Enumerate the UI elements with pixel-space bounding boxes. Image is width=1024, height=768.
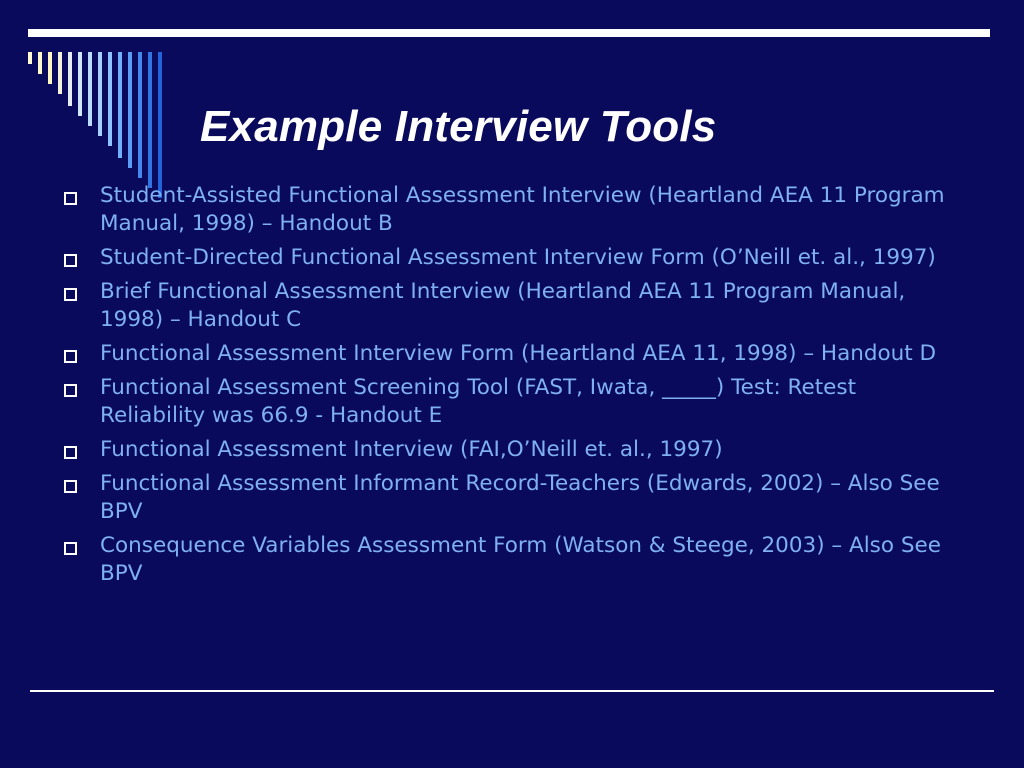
stripe <box>28 52 32 64</box>
list-item-text: Student-Assisted Functional Assessment Interview (Heartland AEA 11 Program Manual, 1998) – Handout B <box>100 183 945 236</box>
list-item <box>62 374 962 430</box>
hollow-square-bullet-icon <box>64 384 77 397</box>
stripe <box>108 52 112 146</box>
stripe <box>148 52 152 188</box>
list-item <box>62 436 962 464</box>
hollow-square-bullet-icon <box>64 288 77 301</box>
stripe <box>88 52 92 126</box>
list-item-text: Functional Assessment Interview (FAI,O’Neill et. al., 1997) <box>100 437 723 462</box>
hollow-square-bullet-icon <box>64 254 77 267</box>
stripe <box>158 52 162 198</box>
bottom-rule <box>30 690 994 692</box>
slide-title: Example Interview Tools <box>200 102 717 151</box>
stripe <box>68 52 72 106</box>
top-rule <box>28 29 990 37</box>
stripe <box>38 52 42 74</box>
list-item <box>62 278 962 334</box>
list-item-text: Student-Directed Functional Assessment Interview Form (O’Neill et. al., 1997) <box>100 245 936 270</box>
bullet-list <box>62 182 962 594</box>
list-item-text: Consequence Variables Assessment Form (Watson & Steege, 2003) – Also See BPV <box>100 533 941 586</box>
hollow-square-bullet-icon <box>64 542 77 555</box>
list-item <box>62 340 962 368</box>
stripe <box>118 52 122 158</box>
stripe <box>48 52 52 84</box>
list-item <box>62 244 962 272</box>
list-item-text: Functional Assessment Informant Record-Teachers (Edwards, 2002) – Also See BPV <box>100 471 940 524</box>
stripe <box>98 52 102 136</box>
stripe <box>78 52 82 116</box>
list-item-text: Brief Functional Assessment Interview (Heartland AEA 11 Program Manual, 1998) – Handout C <box>100 279 906 332</box>
list-item <box>62 182 962 238</box>
hollow-square-bullet-icon <box>64 446 77 459</box>
stripe <box>138 52 142 178</box>
stripe <box>128 52 132 168</box>
hollow-square-bullet-icon <box>64 192 77 205</box>
list-item <box>62 470 962 526</box>
stripe <box>58 52 62 94</box>
hollow-square-bullet-icon <box>64 480 77 493</box>
list-item-text: Functional Assessment Screening Tool (FAST, Iwata, _____) Test: Retest Reliability was 66.9 - Handout E <box>100 375 857 428</box>
list-item <box>62 532 962 588</box>
list-item-text: Functional Assessment Interview Form (Heartland AEA 11, 1998) – Handout D <box>100 341 937 366</box>
hollow-square-bullet-icon <box>64 350 77 363</box>
